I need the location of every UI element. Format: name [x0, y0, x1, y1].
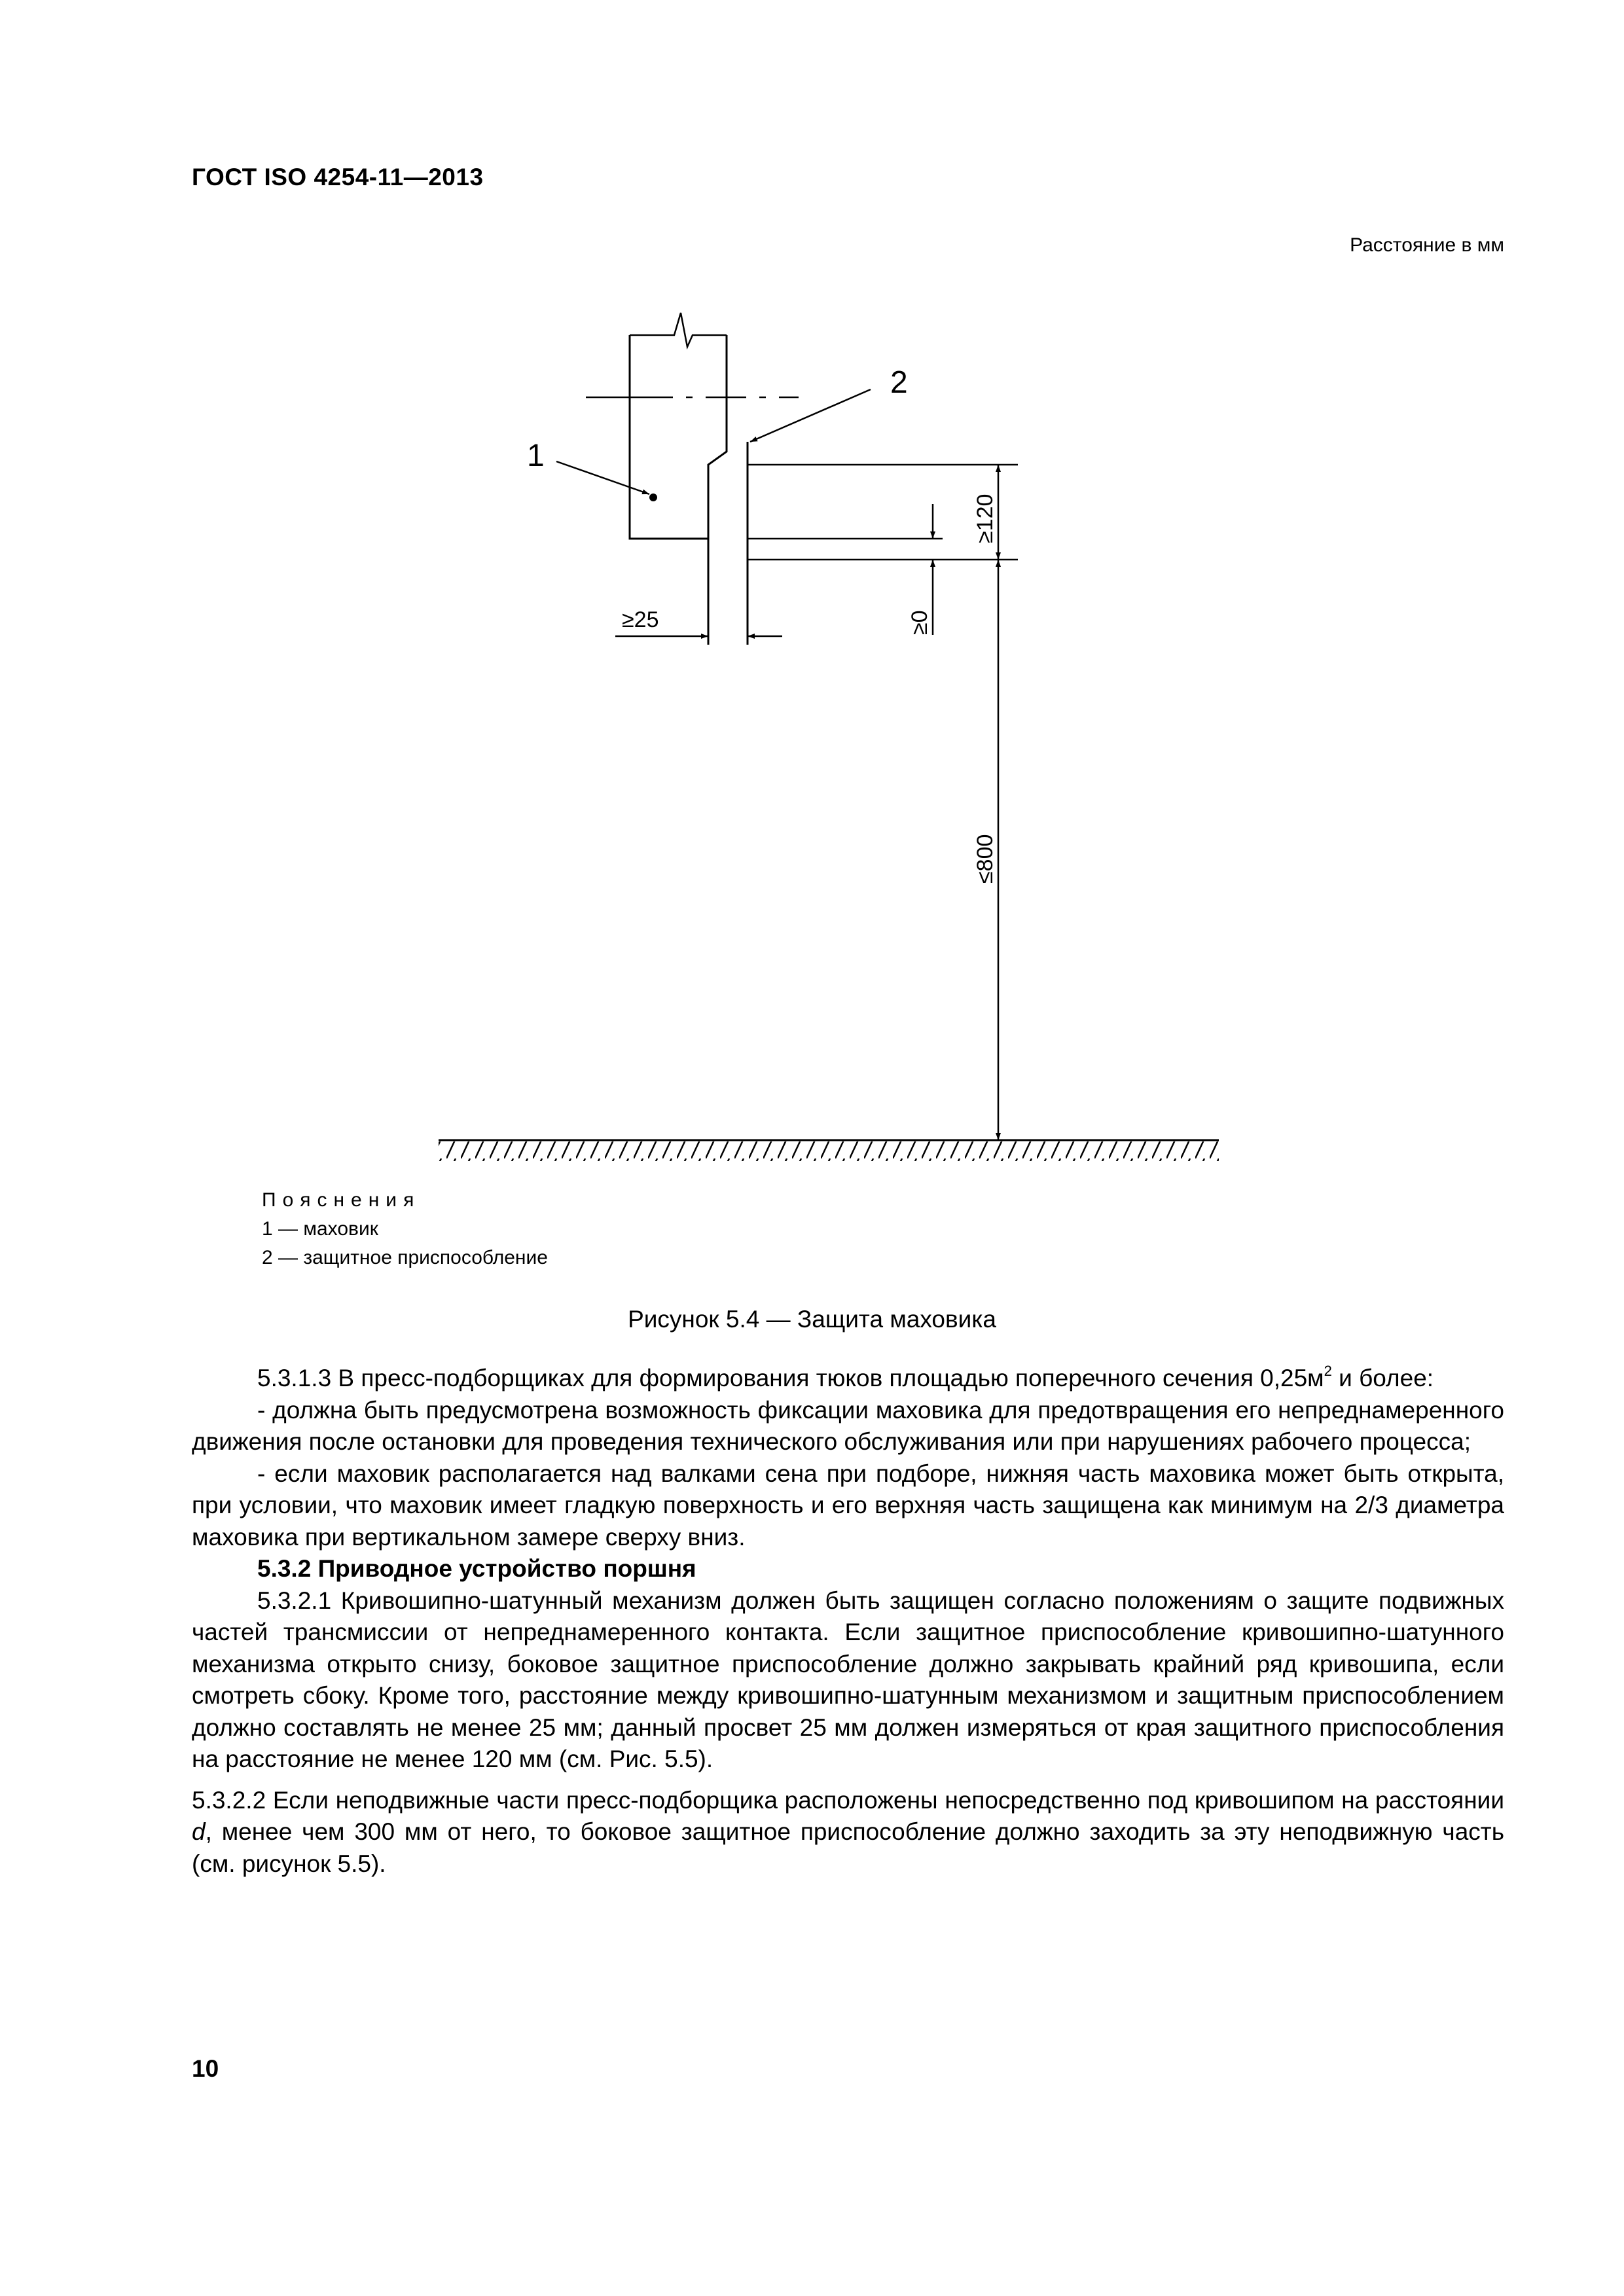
- paragraph-list-item-2: - если маховик располагается над валками сена при подборе, нижняя часть маховика может быть открыта, при условии, что маховик имеет гладкую поверхность и его верхняя часть защищена как минимум на 2/3 диаметра маховика при вертикальном замере сверху вниз.: [192, 1460, 1504, 1551]
- paragraph-text: и более:: [1331, 1365, 1434, 1391]
- paragraph-text: , менее чем 300 мм от него, то боковое защитное приспособление должно заходить за эту неподвижную часть (см. рисунок 5.5).: [192, 1818, 1504, 1877]
- dimension-label-120: ≥120: [973, 493, 998, 543]
- paragraph-5-3-2-1: 5.3.2.1 Кривошипно-шатунный механизм должен быть защищен согласно положениям о защите подвижных частей трансмиссии от непреднамеренного контакта. Если защитное приспособление кривошипно-шатунного механизма открыто снизу, боковое защитное приспособление должно закрывать крайний ряд кривошипа, если смотреть сбоку. Кроме того, расстояние между кривошипно-шатунным механизмом и защитным приспособлением должно составлять не менее 25 мм; данный просвет 25 мм должен измеряться от края защитного приспособления на расстояние не менее 120 мм (см. Рис. 5.5).: [192, 1587, 1504, 1772]
- superscript: 2: [1324, 1363, 1332, 1379]
- section-heading-5-3-2: 5.3.2 Приводное устройство поршня: [257, 1555, 696, 1582]
- body-text: [192, 1363, 1504, 1880]
- legend-item: 1 — маховик: [262, 1218, 378, 1240]
- flywheel-outline: [630, 313, 727, 539]
- dimension-label-800: ≤800: [973, 834, 998, 884]
- figure-caption: Рисунок 5.4 — Защита маховика: [628, 1306, 996, 1333]
- dimension-label-0: ≥0: [907, 610, 932, 635]
- ground-line: [439, 1140, 1219, 1161]
- units-note: Расстояние в мм: [1350, 234, 1504, 256]
- paragraph-text: 5.3.2.2 Если неподвижные части пресс-подборщика расположены непосредственно под кривошипом на расстоянии: [192, 1786, 1504, 1814]
- callout-label-2: 2: [890, 365, 908, 400]
- dimension-lines: [615, 465, 1018, 1140]
- dimension-label-25: ≥25: [622, 607, 659, 632]
- figure-legend: [262, 1186, 548, 1272]
- callout-label-1: 1: [527, 439, 545, 473]
- paragraph-5-3-1-3: [192, 1363, 1504, 1395]
- paragraph-5-3-2-2: [192, 1785, 1504, 1880]
- legend-title: Пояснения: [262, 1189, 421, 1211]
- page-number: 10: [192, 2055, 219, 2082]
- variable-d: d: [192, 1818, 206, 1845]
- paragraph-list-item-1: - должна быть предусмотрена возможность фиксации маховика для предотвращения его непреднамеренного движения после остановки для проведения технического обслуживания или при нарушениях рабочего процесса;: [192, 1396, 1504, 1455]
- guard-outline: [708, 442, 748, 645]
- flywheel-center-dot: [649, 493, 657, 501]
- document-header: ГОСТ ISO 4254-11—2013: [192, 164, 484, 190]
- paragraph-text: 5.3.1.3 В пресс-подборщиках для формирования тюков площадью поперечного сечения 0,25м: [257, 1365, 1324, 1391]
- callout-leaders: [556, 389, 871, 494]
- legend-item: 2 — защитное приспособление: [262, 1247, 548, 1268]
